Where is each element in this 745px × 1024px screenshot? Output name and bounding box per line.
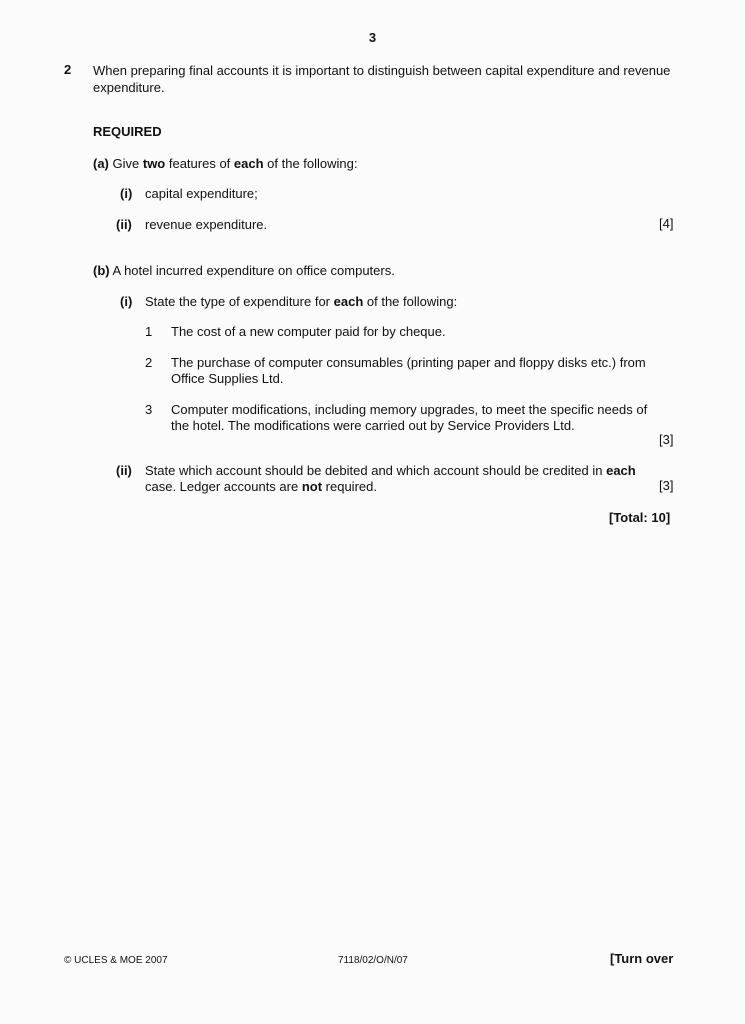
part-a-marks: [4] [659,216,674,231]
part-a-text-post: of the following: [263,156,358,171]
required-heading: REQUIRED [93,124,162,139]
part-a-i-label: (i) [120,186,133,201]
part-b-ii-line2-bold: not [301,479,323,494]
item-1-text: The cost of a new computer paid for by cheque. [171,324,446,339]
item-3-text-line1: Computer modifications, including memory upgrades, to meet the specific needs of [171,402,648,417]
item-2-text-line2: Office Supplies Ltd. [171,371,284,386]
footer-copyright: © UCLES & MOE 2007 [64,955,168,966]
item-2-text-line1: The purchase of computer consumables (printing paper and floppy disks etc.) from [171,355,646,370]
item-3-text-line2: the hotel. The modifications were carried out by Service Providers Ltd. [171,418,575,433]
part-b-ii-label: (ii) [116,463,132,478]
footer-paper-code: 7118/02/O/N/07 [338,955,408,966]
part-b-ii-line2 [145,478,377,495]
part-a-ii-text: revenue expenditure. [145,217,268,232]
part-b-prompt [93,262,395,279]
part-b-ii-line2-text-pre: case. Ledger accounts are [145,479,302,494]
part-b-ii-marks: [3] [659,478,674,493]
question-number: 2 [64,62,72,77]
total-marks: [Total: 10] [609,510,671,525]
part-a-text-bold-two: two [142,156,166,171]
part-a-text-bold-each: each [233,156,264,171]
part-b-i-text-bold: each [333,294,364,309]
part-a-i-text: capital expenditure; [145,186,258,201]
item-3-number: 3 [145,402,153,417]
part-a-ii-label: (ii) [116,217,132,232]
part-a-text-pre: Give [112,156,143,171]
part-b-i-text-pre: State the type of expenditure for [145,294,334,309]
part-b-ii-line1-bold: each [606,463,636,478]
part-b-ii-line2-text-post: required. [322,479,377,494]
part-a-text-mid: features of [165,156,234,171]
part-b-i-text-post: of the following: [363,294,458,309]
part-a-label: (a) [93,156,109,171]
part-b-i-prompt [145,293,457,310]
item-1-number: 1 [145,324,153,339]
part-b-text: A hotel incurred expenditure on office computers. [112,263,395,278]
turn-over-label: [Turn over [610,951,674,966]
item-2-number: 2 [145,355,153,370]
part-b-i-label: (i) [120,294,133,309]
part-b-ii-line1-text: State which account should be debited and which account should be credited in [145,463,607,478]
part-b-label: (b) [93,263,110,278]
part-b-i-marks: [3] [659,432,674,447]
page-number: 3 [368,30,377,45]
question-intro: When preparing final accounts it is important to distinguish between capital expenditure and revenue expenditure. [93,63,671,95]
part-b-ii-line1 [145,462,636,479]
part-a-prompt [93,155,358,172]
